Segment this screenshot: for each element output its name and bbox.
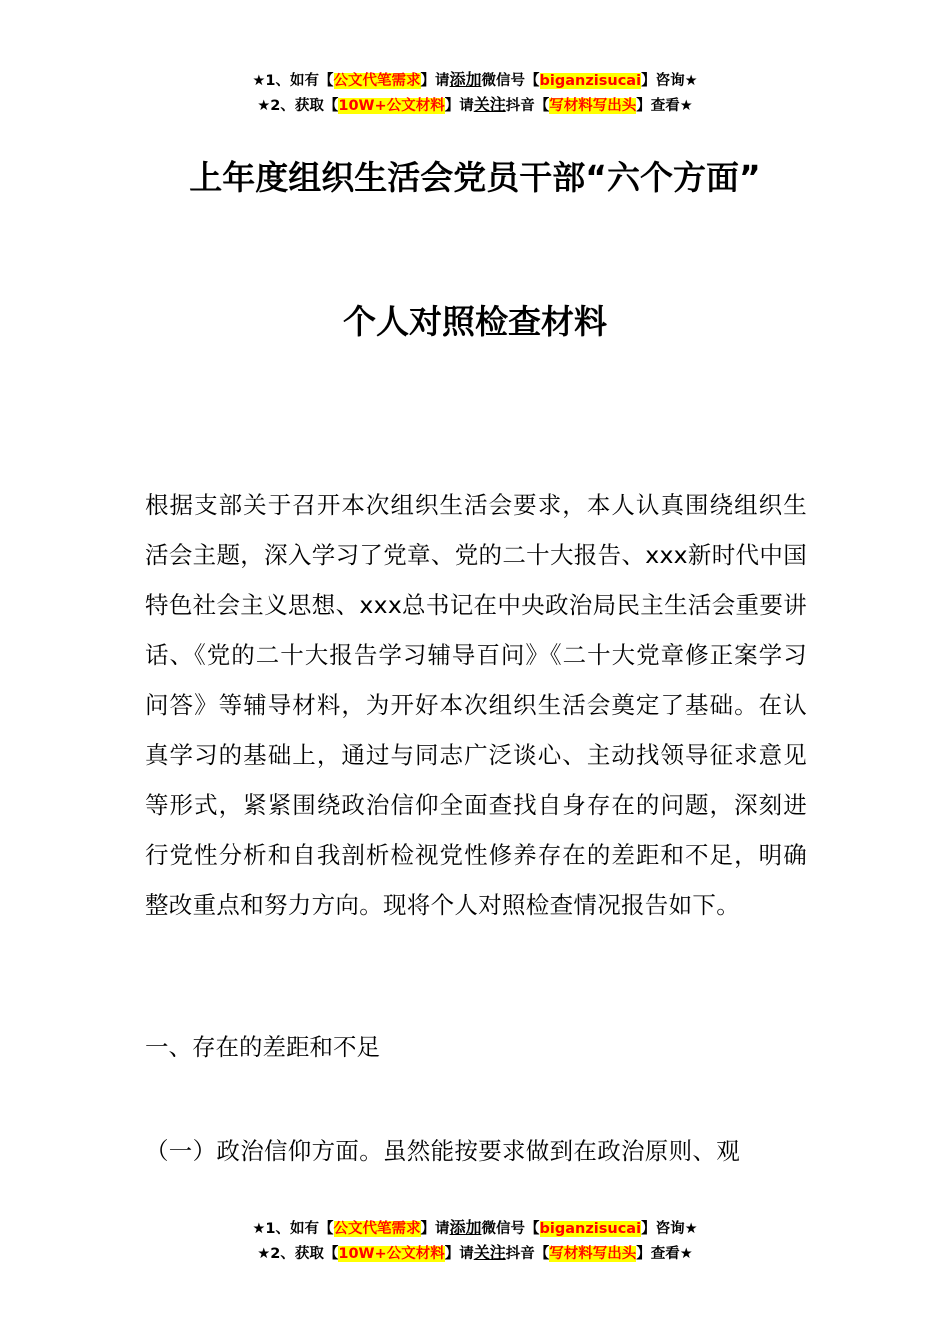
underlined-text: 关注 <box>473 95 506 114</box>
banner-text: 】请 <box>420 73 450 89</box>
banner-text: 抖音【 <box>505 1246 550 1262</box>
banner-text: 】查看★ <box>636 1246 693 1262</box>
banner-text: ★2、获取【 <box>257 98 339 114</box>
banner-text: ★1、如有【 <box>252 1221 334 1237</box>
banner-text: 微信号【 <box>481 1221 540 1237</box>
banner-line-2 <box>0 1241 950 1266</box>
document-title-line-1: 上年度组织生活会党员干部“六个方面” <box>189 158 761 197</box>
banner-line-1 <box>0 1216 950 1241</box>
intro-paragraph: 根据支部关于召开本次组织生活会要求，本人认真围绕组织生活会主题，深入学习了党章、党的二十大报告、xxx新时代中国特色社会主义思想、xxx总书记在中央政治局民主生活会重要讲话、《党的二十大报告学习辅导百问》《二十大党章修正案学习问答》等辅导材料，为开好本次组织生活会奠定了基础。在认真学习的基础上，通过与同志广泛谈心、主动找领导征求意见等形式，紧紧围绕政治信仰全面查找自身存在的问题，深刻进行党性分析和自我剖析检视党性修养存在的差距和不足，明确整改重点和努力方向。现将个人对照检查情况报告如下。 <box>145 491 807 919</box>
section-heading: 一、存在的差距和不足 <box>145 1033 380 1061</box>
document-title-line-2: 个人对照检查材料 <box>343 302 607 341</box>
section-paragraph: （一）政治信仰方面。虽然能按要求做到在政治原则、观 <box>145 1137 740 1165</box>
banner-text: 】咨询★ <box>641 73 698 89</box>
highlight-wechat-id: biganzisucai <box>539 73 642 89</box>
highlight-wechat-id: biganzisucai <box>539 1221 642 1237</box>
highlight-materials: 10W+公文材料 <box>338 1246 445 1262</box>
underlined-text: 添加 <box>449 70 482 89</box>
banner-text: 】请 <box>420 1221 450 1237</box>
footer-banner <box>0 1216 950 1266</box>
banner-text: 微信号【 <box>481 73 540 89</box>
banner-text: ★1、如有【 <box>252 73 334 89</box>
banner-text: 】查看★ <box>636 98 693 114</box>
highlight-service: 公文代笔需求 <box>333 73 421 89</box>
highlight-douyin: 写材料写出头 <box>549 98 637 114</box>
highlight-service: 公文代笔需求 <box>333 1221 421 1237</box>
banner-line-1 <box>0 68 950 93</box>
banner-text: 】咨询★ <box>641 1221 698 1237</box>
highlight-materials: 10W+公文材料 <box>338 98 445 114</box>
banner-text: 抖音【 <box>505 98 550 114</box>
underlined-text: 添加 <box>449 1218 482 1237</box>
header-banner <box>0 68 950 118</box>
highlight-douyin: 写材料写出头 <box>549 1246 637 1262</box>
banner-text: 】请 <box>444 1246 474 1262</box>
banner-text: ★2、获取【 <box>257 1246 339 1262</box>
banner-line-2 <box>0 93 950 118</box>
banner-text: 】请 <box>444 98 474 114</box>
underlined-text: 关注 <box>473 1243 506 1262</box>
